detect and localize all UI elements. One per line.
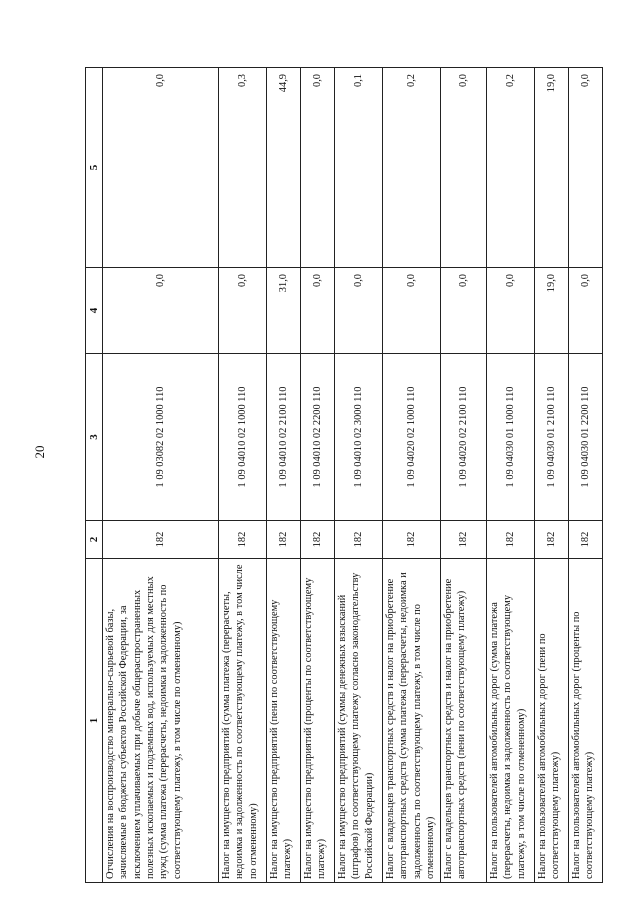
header-col-2: 2 [86,521,103,559]
row-value-col5-cell: 44,9 [267,68,301,268]
header-row [86,68,103,883]
header-col-3: 3 [86,354,103,521]
table-row [335,68,383,883]
row-kbk-cell: 1 09 04030 01 2200 110 [569,354,603,521]
row-admin-code-cell: 182 [335,521,383,559]
row-name-cell: Налог на имущество предприятий (проценты по соответствующему платежу) [301,559,335,883]
row-value-col4-cell: 31,0 [267,268,301,354]
row-kbk-cell: 1 09 03082 02 1000 110 [103,354,219,521]
row-kbk-cell: 1 09 04010 02 2100 110 [267,354,301,521]
row-value-col5-cell: 0,0 [441,68,487,268]
table-row [267,68,301,883]
row-value-col5-cell: 0,1 [335,68,383,268]
row-kbk-cell: 1 09 04030 01 1000 110 [487,354,535,521]
row-value-col5-cell: 0,3 [219,68,267,268]
header-col-5: 5 [86,68,103,268]
table-row [383,68,441,883]
row-kbk-cell: 1 09 04010 02 3000 110 [335,354,383,521]
row-name-cell: Отчисления на воспроизводство минерально-сырьевой базы, зачисляемые в бюджеты субъектов Российской Федерации, за исключением уплачиваемых при добыче общераспространенных полезных ископаемых и подземных вод, используемых для местных нужд (сумма платежа (перерасчеты, недоимка и задолженность по соответствующему платежу, в том числе по отмененному) [103,559,219,883]
table-row [535,68,569,883]
row-name-cell: Налог на пользователей автомобильных дорог (сумма платежа (перерасчеты, недоимка и задолженность по соответствующему платежу, в том числе по отмененному) [487,559,535,883]
row-kbk-cell: 1 09 04020 02 2100 110 [441,354,487,521]
row-value-col5-cell: 0,2 [487,68,535,268]
page-number: 20 [32,445,47,459]
row-name-cell: Налог с владельцев транспортных средств и налог на приобретение автотранспортных средств (пени по соответствующему платежу) [441,559,487,883]
table-row [219,68,267,883]
row-admin-code-cell: 182 [441,521,487,559]
row-admin-code-cell: 182 [383,521,441,559]
row-value-col5-cell: 19,0 [535,68,569,268]
row-name-cell: Налог на имущество предприятий (суммы денежных взысканий (штрафов) по соответствующему платежу согласно законодательству Российской Федерации) [335,559,383,883]
row-kbk-cell: 1 09 04010 02 2200 110 [301,354,335,521]
row-value-col4-cell: 0,0 [441,268,487,354]
table-row [487,68,535,883]
row-name-cell: Налог на имущество предприятий (сумма платежа (перерасчеты, недоимка и задолженность по соответствующему платежу, в том числе по отмененному) [219,559,267,883]
table-row [441,68,487,883]
row-value-col4-cell: 0,0 [103,268,219,354]
header-col-1: 1 [86,559,103,883]
row-admin-code-cell: 182 [301,521,335,559]
row-name-cell: Налог на пользователей автомобильных дорог (проценты по соответствующему платежу) [569,559,603,883]
header-col-4: 4 [86,268,103,354]
row-value-col4-cell: 0,0 [569,268,603,354]
row-kbk-cell: 1 09 04020 02 1000 110 [383,354,441,521]
row-kbk-cell: 1 09 04010 02 1000 110 [219,354,267,521]
row-value-col5-cell: 0,0 [103,68,219,268]
row-admin-code-cell: 182 [103,521,219,559]
row-kbk-cell: 1 09 04030 01 2100 110 [535,354,569,521]
row-admin-code-cell: 182 [487,521,535,559]
revenue-table [85,67,603,883]
table-row [301,68,335,883]
row-value-col4-cell: 0,0 [335,268,383,354]
row-admin-code-cell: 182 [535,521,569,559]
rotated-table-container [85,68,596,883]
row-value-col4-cell: 0,0 [301,268,335,354]
row-value-col4-cell: 0,0 [487,268,535,354]
table-row [103,68,219,883]
row-name-cell: Налог на пользователей автомобильных дорог (пени по соответствующему платежу) [535,559,569,883]
row-value-col4-cell: 0,0 [383,268,441,354]
row-admin-code-cell: 182 [267,521,301,559]
row-value-col4-cell: 19,0 [535,268,569,354]
row-name-cell: Налог с владельцев транспортных средств и налог на приобретение автотранспортных средств (сумма платежа (перерасчеты, недоимка и задолженность по соответствующему платежу, в том числе по отмененному) [383,559,441,883]
row-value-col5-cell: 0,0 [569,68,603,268]
row-admin-code-cell: 182 [569,521,603,559]
row-name-cell: Налог на имущество предприятий (пени по соответствующему платежу) [267,559,301,883]
table-row [569,68,603,883]
row-value-col4-cell: 0,0 [219,268,267,354]
row-value-col5-cell: 0,0 [301,68,335,268]
row-value-col5-cell: 0,2 [383,68,441,268]
row-admin-code-cell: 182 [219,521,267,559]
